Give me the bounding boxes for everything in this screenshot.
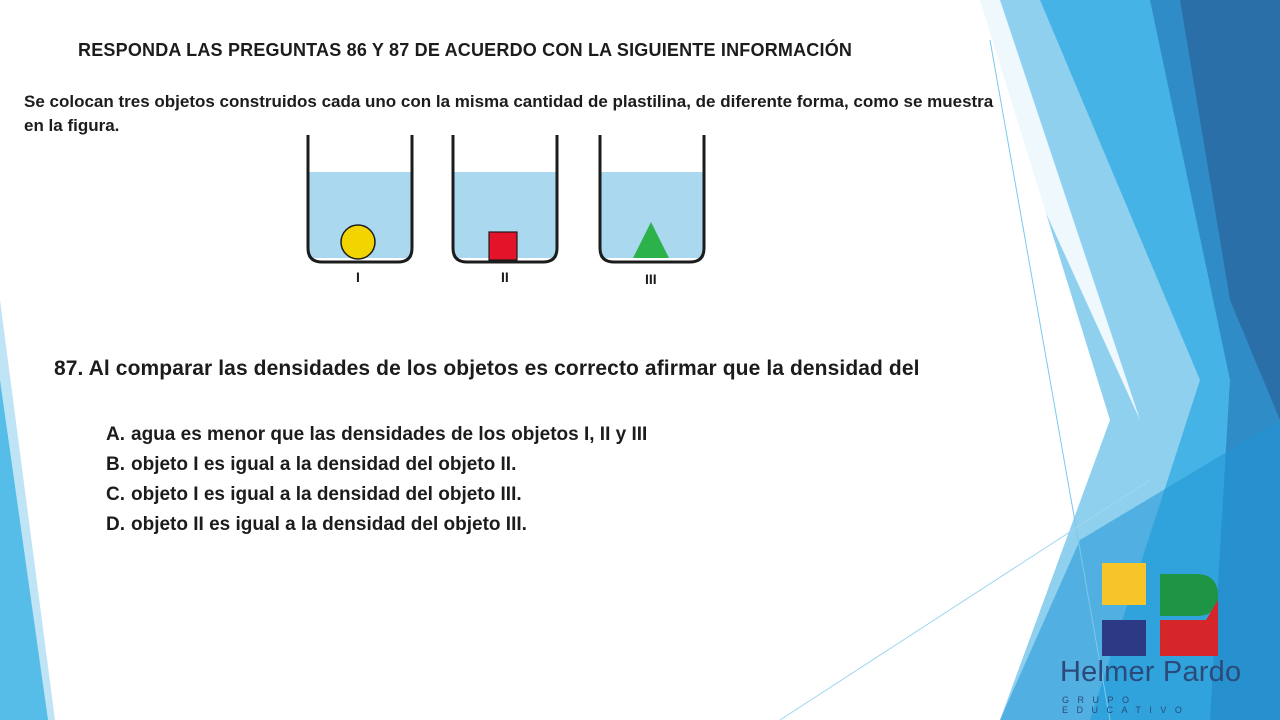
beaker-2 <box>453 135 557 285</box>
option-text: objeto I es igual a la densidad del objeto III. <box>131 484 522 505</box>
option-d[interactable] <box>106 510 647 540</box>
option-a[interactable] <box>106 420 647 450</box>
container-label-2: II <box>501 269 509 285</box>
option-text: objeto II es igual a la densidad del objeto III. <box>131 514 527 535</box>
option-c[interactable] <box>106 480 647 510</box>
sphere-object <box>341 225 375 259</box>
answer-options <box>106 420 647 540</box>
beaker-3 <box>600 135 704 287</box>
option-letter: B. <box>106 454 125 475</box>
option-text: agua es menor que las densidades de los objetos I, II y III <box>131 424 648 445</box>
intro-text: Se colocan tres objetos construidos cada uno con la misma cantidad de plastilina, de diferente forma, como se muestra en la figura. <box>24 92 994 135</box>
option-b[interactable] <box>106 450 647 480</box>
question <box>54 357 920 381</box>
logo-name: Helmer Pardo <box>1060 656 1242 688</box>
brand-logo <box>1056 560 1266 715</box>
beaker-1 <box>308 135 412 285</box>
beakers-figure <box>290 130 730 290</box>
logo-subtitle: GRUPO EDUCATIVO <box>1062 695 1191 715</box>
logo-mark-icon <box>1056 560 1266 660</box>
logo-yellow-square <box>1102 563 1146 605</box>
question-number: 87. <box>54 357 84 380</box>
instructions-header: RESPONDA LAS PREGUNTAS 86 Y 87 DE ACUERDO CON LA SIGUIENTE INFORMACIÓN <box>78 40 853 60</box>
container-label-1: I <box>356 269 360 285</box>
option-letter: D. <box>106 514 125 535</box>
left-facet-blue <box>0 380 48 720</box>
option-letter: A. <box>106 424 125 445</box>
option-text: objeto I es igual a la densidad del objeto II. <box>131 454 517 475</box>
container-label-3: III <box>645 271 657 287</box>
logo-green-shape <box>1160 574 1218 616</box>
cube-object <box>489 232 517 260</box>
question-text: Al comparar las densidades de los objetos es correcto afirmar que la densidad del <box>88 357 920 380</box>
logo-navy-square <box>1102 620 1146 656</box>
option-letter: C. <box>106 484 125 505</box>
